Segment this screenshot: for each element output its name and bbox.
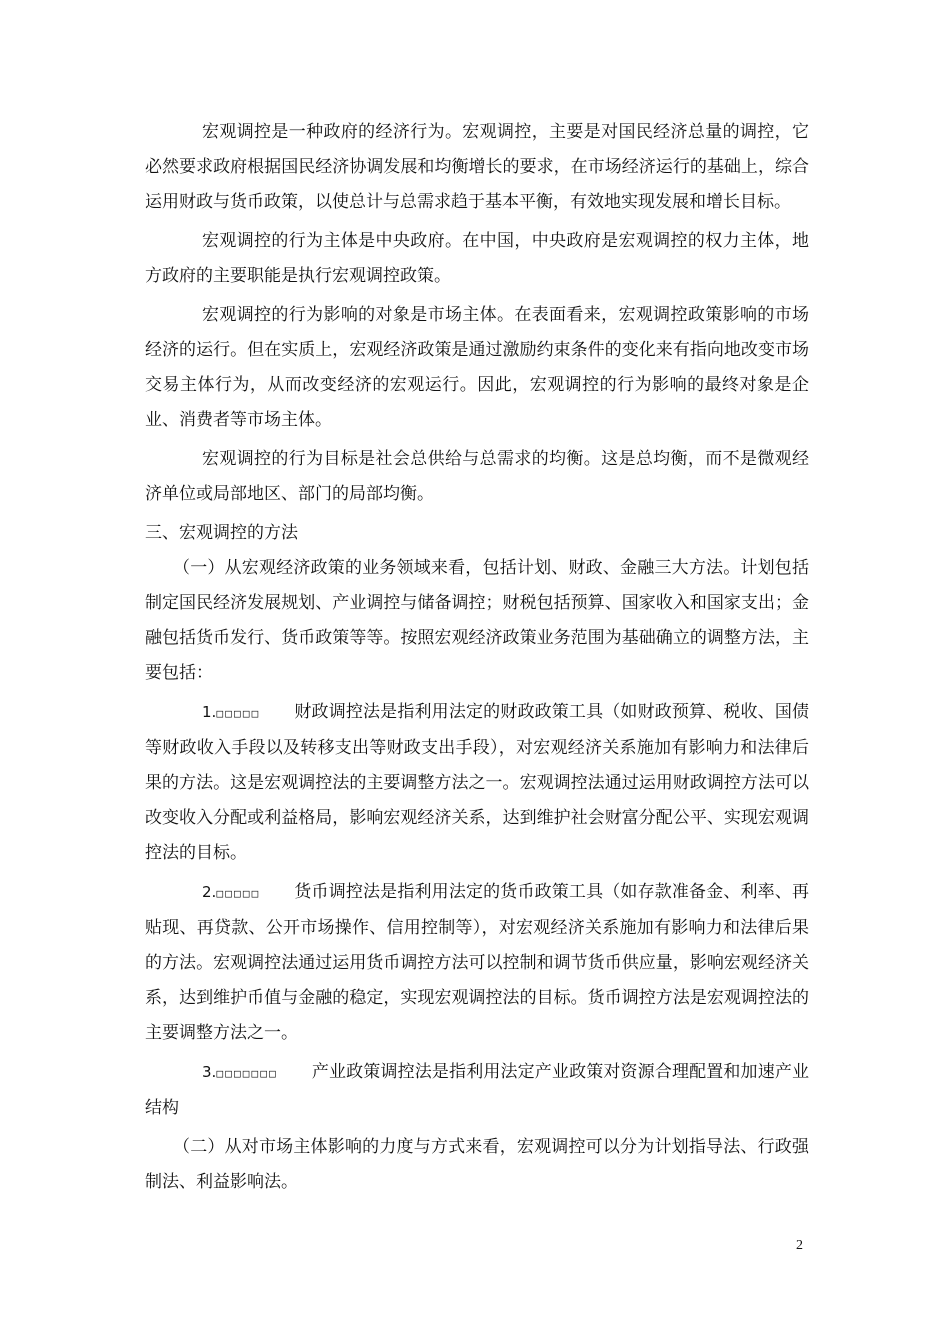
paragraph-3: 宏观调控的行为影响的对象是市场主体。在表面看来，宏观调控政策影响的市场经济的运行。但在实质上，宏观经济政策是通过激励约束条件的变化来有指向地改变市场交易主体行为，从而改变经济的宏观运行。因此，宏观调控的行为影响的最终对象是企业、消费者等市场主体。 xyxy=(145,305,809,430)
list-item-2 xyxy=(145,875,809,1051)
document-page xyxy=(145,115,809,1204)
garbled-heading: □□□□□□□ xyxy=(216,1067,278,1080)
item-text: 产业政策调控法是指利用法定产业政策对资源合理配置和加速产业结构 xyxy=(145,1062,810,1118)
item-text: 财政调控法是指利用法定的财政政策工具（如财政预算、税收、国债等财政收入手段以及转移支出等财政支出手段），对宏观经济关系施加有影响力和法律后果的方法。这是宏观调控法的主要调整方法之一。宏观调控法通过运用财政调控方法可以改变收入分配或利益格局，影响宏观经济关系，达到维护社会财富分配公平、实现宏观调控法的目标。 xyxy=(145,702,809,863)
item-number: 3. xyxy=(202,1063,217,1081)
item-number: 1. xyxy=(202,703,217,721)
list-item-1 xyxy=(145,695,809,871)
garbled-heading: □□□□□ xyxy=(216,707,261,720)
item-text: 货币调控法是指利用法定的货币政策工具（如存款准备金、利率、再贴现、再贷款、公开市场操作、信用控制等），对宏观经济关系施加有影响力和法律后果的方法。宏观调控法通过运用货币调控方法可以控制和调节货币供应量，影响宏观经济关系，达到维护币值与金融的稳定，实现宏观调控法的目标。货币调控方法是宏观调控法的主要调整方法之一。 xyxy=(145,882,809,1043)
paragraph-4: 宏观调控的行为目标是社会总供给与总需求的均衡。这是总均衡，而不是微观经济单位或局部地区、部门的局部均衡。 xyxy=(145,449,809,504)
paragraph-2: 宏观调控的行为主体是中央政府。在中国，中央政府是宏观调控的权力主体，地方政府的主要职能是执行宏观调控政策。 xyxy=(145,231,809,286)
page-number: 2 xyxy=(796,1238,803,1253)
subsection-2: （二）从对市场主体影响的力度与方式来看，宏观调控可以分为计划指导法、行政强制法、利益影响法。 xyxy=(145,1137,809,1192)
paragraph-1: 宏观调控是一种政府的经济行为。宏观调控，主要是对国民经济总量的调控，它必然要求政府根据国民经济协调发展和均衡增长的要求，在市场经济运行的基础上，综合运用财政与货币政策，以使总计与总需求趋于基本平衡，有效地实现发展和增长目标。 xyxy=(145,122,809,212)
garbled-heading: □□□□□ xyxy=(216,887,261,900)
list-item-3 xyxy=(145,1055,809,1126)
item-number: 2. xyxy=(202,883,217,901)
section-heading: 三、宏观调控的方法 xyxy=(145,523,298,543)
subsection-1: （一）从宏观经济政策的业务领域来看，包括计划、财政、金融三大方法。计划包括制定国民经济发展规划、产业调控与储备调控；财税包括预算、国家收入和国家支出；金融包括货币发行、货币政策等等。按照宏观经济政策业务范围为基础确立的调整方法，主要包括： xyxy=(145,558,809,683)
